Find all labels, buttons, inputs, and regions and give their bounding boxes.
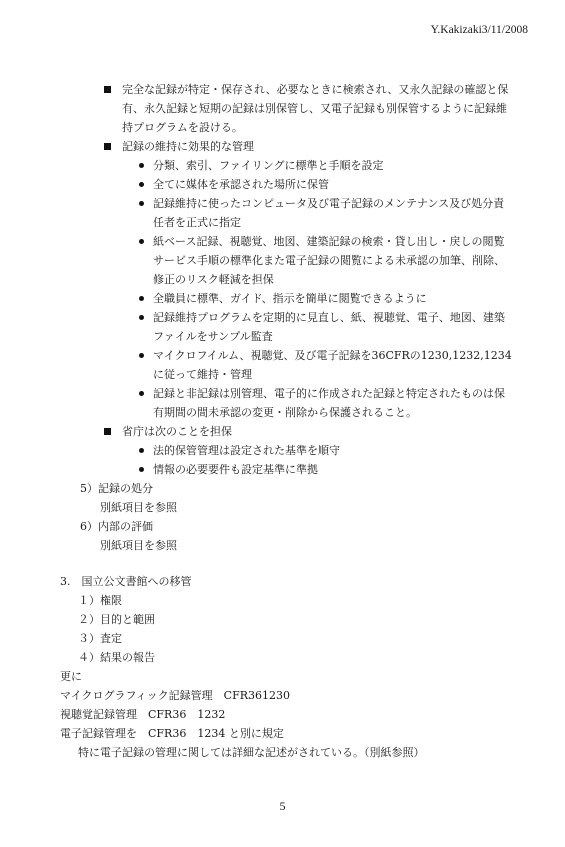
sub-item: ２）目的と範囲 — [78, 613, 155, 626]
bullet-item-agency-assurance — [0, 422, 512, 441]
sub-bullet-item — [0, 441, 512, 460]
numbered-item-internal-evaluation: 6）内部の評価 — [80, 520, 153, 533]
more-label: 更に — [60, 670, 82, 683]
dot-bullet-icon — [139, 448, 144, 453]
bullet-item-complete-records — [0, 80, 512, 137]
bullet-item-text: 完全な記録が特定・保存され、必要なときに検索され、又永久記録の確認と保有、永久記録と短期の記録は別保管し、又電子記録も別保管するように記録維持プログラムを設ける。 — [122, 83, 509, 134]
dot-bullet-icon — [139, 391, 144, 396]
dot-bullet-icon — [139, 163, 144, 168]
bullet-item-text: 省庁は次のことを担保 — [122, 425, 232, 438]
sub-bullet-text: 法的保管管理は設定された基準を順守 — [153, 444, 340, 457]
regulation-line: マイクログラフィック記録管理 CFR361230 — [60, 689, 291, 702]
reference-note: 別紙項目を参照 — [100, 539, 177, 552]
reference-note: 別紙項目を参照 — [100, 501, 177, 514]
sub-bullet-text: 記録と非記録は別管理、電子的に作成された記録と特定されたものは保有期間の間未承認の変更・削除から保護されること。 — [153, 387, 505, 419]
bullet-item-text: 記録の維持に効果的な管理 — [122, 140, 254, 153]
sub-item: １）権限 — [78, 594, 122, 607]
numbered-item-disposal: 5）記録の処分 — [80, 482, 153, 495]
dot-bullet-icon — [139, 315, 144, 320]
regulation-line: 電子記録管理を CFR36 1234 と別に規定 — [60, 727, 284, 740]
sub-bullet-text: 情報の必要要件も設定基準に準拠 — [153, 463, 318, 476]
sub-bullet-item — [0, 384, 512, 422]
closing-note: 特に電子記録の管理に関しては詳細な記述がされている。（別紙参照） — [78, 746, 425, 759]
dot-bullet-icon — [139, 201, 144, 206]
sub-bullet-item — [0, 346, 512, 384]
section-records-management — [0, 80, 565, 555]
section-transfer-to-archives — [0, 572, 565, 762]
dot-bullet-icon — [139, 239, 144, 244]
sub-bullet-item — [0, 308, 512, 346]
sub-bullet-item — [0, 156, 512, 175]
sub-bullet-text: 全てに媒体を承認された場所に保管 — [153, 178, 329, 191]
sub-bullet-item — [0, 460, 512, 479]
sub-bullet-text: 記録維持プログラムを定期的に見直し、紙、視聴覚、電子、地図、建築ファイルをサンプル監査 — [153, 311, 505, 343]
sub-bullet-text: 全職員に標準、ガイド、指示を簡単に閲覧できるように — [153, 292, 427, 305]
sub-bullet-text: 紙ベース記録、視聴覚、地図、建築記録の検索・貸し出し・戻しの閲覧サービス手順の標準化また電子記録の閲覧による未承認の加筆、削除、修正のリスク軽減を担保 — [153, 235, 505, 286]
square-bullet-icon — [104, 86, 111, 93]
sub-bullet-item — [0, 232, 512, 289]
author-date-header: Y.Kakizaki3/11/2008 — [430, 24, 528, 36]
page-number: 5 — [279, 799, 286, 813]
regulation-line: 視聴覚記録管理 CFR36 1232 — [60, 708, 226, 721]
sub-bullet-item — [0, 175, 512, 194]
square-bullet-icon — [104, 143, 111, 150]
bullet-item-effective-management — [0, 137, 512, 156]
sub-item: ３）査定 — [78, 632, 122, 645]
dot-bullet-icon — [139, 353, 144, 358]
square-bullet-icon — [104, 428, 111, 435]
section-heading: 3. 国立公文書館への移管 — [60, 575, 192, 588]
sub-bullet-item — [0, 194, 512, 232]
sub-item: ４）結果の報告 — [78, 651, 155, 664]
sub-bullet-text: 分類、索引、ファイリングに標準と手順を設定 — [153, 159, 384, 172]
sub-bullet-text: 記録維持に使ったコンピュータ及び電子記録のメンテナンス及び処分責任者を正式に指定 — [153, 197, 505, 229]
dot-bullet-icon — [139, 467, 144, 472]
dot-bullet-icon — [139, 296, 144, 301]
dot-bullet-icon — [139, 182, 144, 187]
sub-bullet-item — [0, 289, 512, 308]
sub-bullet-text: マイクロフイルム、視聴覚、及び電子記録を36CFRの1230,1232,1234に従って維持・管理 — [153, 349, 512, 381]
